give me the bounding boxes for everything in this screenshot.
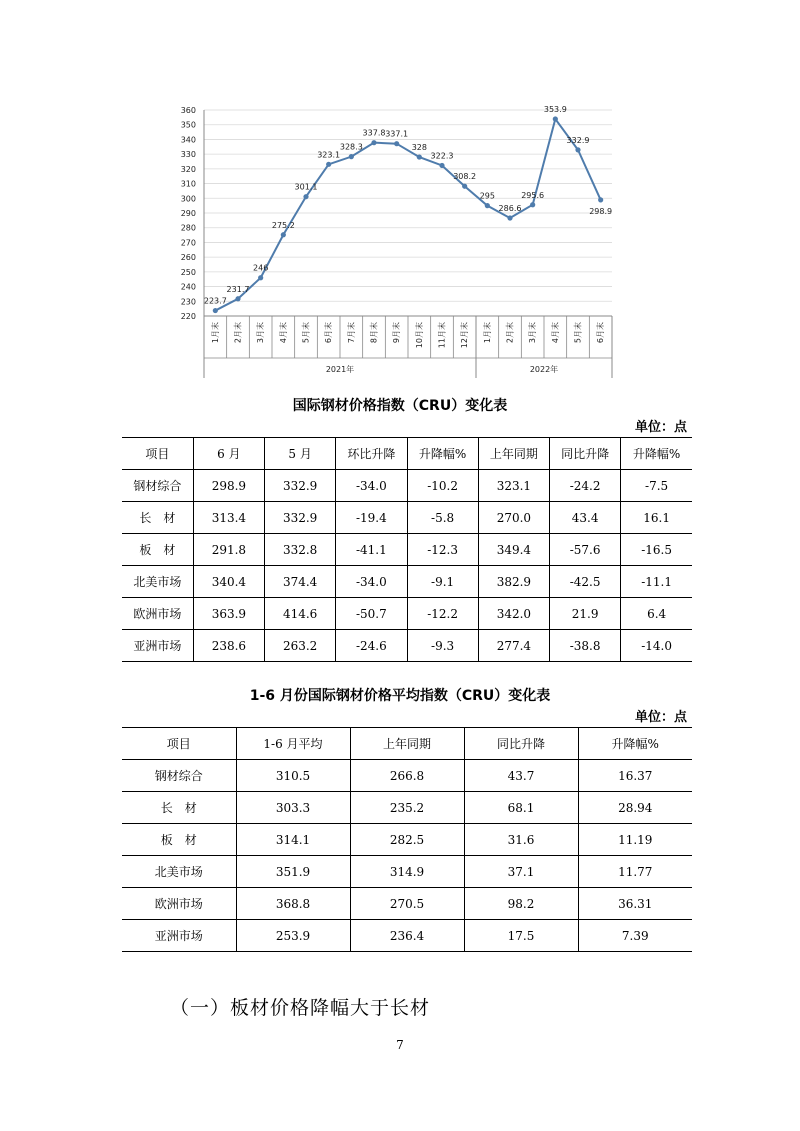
data-label: 308.2 bbox=[453, 172, 477, 182]
table-cell: -14.0 bbox=[621, 630, 692, 662]
y-tick-label: 330 bbox=[180, 150, 196, 160]
y-tick-label: 350 bbox=[180, 120, 196, 130]
table-cell: 板 材 bbox=[122, 534, 193, 566]
table-cell: 332.9 bbox=[265, 502, 336, 534]
column-header: 1-6 月平均 bbox=[236, 728, 350, 760]
line-chart bbox=[150, 100, 620, 380]
table-cell: 351.9 bbox=[236, 856, 350, 888]
data-point bbox=[530, 202, 535, 207]
table-row bbox=[122, 630, 692, 662]
table-cell: 303.3 bbox=[236, 792, 350, 824]
table-cell: 43.4 bbox=[550, 502, 621, 534]
column-header: 升降幅% bbox=[578, 728, 692, 760]
table-cell: -11.1 bbox=[621, 566, 692, 598]
data-label: 231.7 bbox=[226, 284, 250, 294]
x-tick-label: 3月末 bbox=[528, 322, 538, 344]
table-cell: -7.5 bbox=[621, 470, 692, 502]
table-cell: 235.2 bbox=[350, 792, 464, 824]
x-tick-label: 4月末 bbox=[550, 322, 560, 344]
table-cell: 238.6 bbox=[193, 630, 264, 662]
table-cell: 43.7 bbox=[464, 760, 578, 792]
data-point bbox=[485, 203, 490, 208]
table-cell: 16.37 bbox=[578, 760, 692, 792]
column-header: 同比升降 bbox=[464, 728, 578, 760]
y-tick-label: 240 bbox=[180, 282, 196, 292]
table-header-row bbox=[122, 438, 692, 470]
column-header: 6 月 bbox=[193, 438, 264, 470]
table-cell: -5.8 bbox=[407, 502, 478, 534]
table-row bbox=[122, 824, 692, 856]
column-header: 项目 bbox=[122, 438, 193, 470]
table-cell: 钢材综合 bbox=[122, 470, 193, 502]
data-point bbox=[371, 140, 376, 145]
data-label: 298.9 bbox=[589, 206, 613, 216]
data-label: 295 bbox=[479, 191, 495, 201]
y-tick-label: 220 bbox=[180, 312, 196, 321]
table-cell: 314.1 bbox=[236, 824, 350, 856]
table-cell: 37.1 bbox=[464, 856, 578, 888]
table-cell: 板 材 bbox=[122, 824, 236, 856]
data-point bbox=[439, 163, 444, 168]
data-point bbox=[575, 147, 580, 152]
data-point bbox=[326, 162, 331, 167]
table-cell: 332.8 bbox=[265, 534, 336, 566]
table-row bbox=[122, 856, 692, 888]
column-header: 项目 bbox=[122, 728, 236, 760]
table-cell: -12.3 bbox=[407, 534, 478, 566]
y-tick-label: 290 bbox=[180, 209, 196, 218]
x-tick-label: 7月末 bbox=[346, 322, 356, 344]
table-cell: 310.5 bbox=[236, 760, 350, 792]
table-cell: 11.77 bbox=[578, 856, 692, 888]
table-cell: 68.1 bbox=[464, 792, 578, 824]
data-label: 332.9 bbox=[566, 135, 590, 145]
x-tick-label: 6月末 bbox=[596, 322, 606, 344]
table-cell: 291.8 bbox=[193, 534, 264, 566]
table-cell: 28.94 bbox=[578, 792, 692, 824]
y-tick-label: 320 bbox=[180, 164, 196, 174]
table-cell: -50.7 bbox=[336, 598, 407, 630]
y-tick-label: 230 bbox=[180, 297, 196, 307]
data-point bbox=[553, 116, 558, 121]
table-cell: 北美市场 bbox=[122, 566, 193, 598]
table1-unit: 单位：点 bbox=[634, 420, 687, 435]
x-tick-label: 5月末 bbox=[301, 322, 311, 344]
table-cell: 31.6 bbox=[464, 824, 578, 856]
table-cell: 欧洲市场 bbox=[122, 598, 193, 630]
x-tick-label: 1月末 bbox=[210, 322, 220, 344]
x-tick-label: 9月末 bbox=[392, 322, 402, 344]
data-label: 295.6 bbox=[521, 190, 545, 200]
x-tick-label: 5月末 bbox=[573, 322, 583, 344]
y-tick-label: 260 bbox=[180, 253, 196, 263]
data-label: 328.3 bbox=[339, 142, 363, 152]
table-row bbox=[122, 760, 692, 792]
cru-monthly-table bbox=[122, 437, 692, 662]
table-cell: -9.3 bbox=[407, 630, 478, 662]
table-row bbox=[122, 792, 692, 824]
data-label: 328 bbox=[411, 143, 427, 153]
table-cell: -9.1 bbox=[407, 566, 478, 598]
table-cell: 钢材综合 bbox=[122, 760, 236, 792]
x-tick-label: 2月末 bbox=[505, 322, 515, 344]
column-header: 上年同期 bbox=[478, 438, 549, 470]
group-label: 2021年 bbox=[325, 365, 355, 374]
column-header: 同比升降 bbox=[550, 438, 621, 470]
y-tick-label: 300 bbox=[180, 194, 196, 204]
y-tick-label: 280 bbox=[180, 223, 196, 233]
data-point bbox=[258, 275, 263, 280]
table2-title: 1-6 月份国际钢材价格平均指数（CRU）变化表 bbox=[249, 688, 551, 704]
data-label: 337.1 bbox=[385, 129, 409, 139]
data-label: 275.2 bbox=[271, 220, 295, 230]
page-number: 7 bbox=[396, 1038, 404, 1052]
table-cell: 270.5 bbox=[350, 888, 464, 920]
table-row bbox=[122, 566, 692, 598]
x-tick-label: 8月末 bbox=[369, 322, 379, 344]
column-header: 升降幅% bbox=[621, 438, 692, 470]
data-point bbox=[462, 184, 467, 189]
table-cell: 6.4 bbox=[621, 598, 692, 630]
table-cell: 7.39 bbox=[578, 920, 692, 952]
x-tick-label: 4月末 bbox=[278, 322, 288, 344]
table-cell: 363.9 bbox=[193, 598, 264, 630]
table-cell: 11.19 bbox=[578, 824, 692, 856]
x-tick-label: 2月末 bbox=[233, 322, 243, 344]
y-tick-label: 270 bbox=[180, 238, 196, 248]
table-cell: -34.0 bbox=[336, 566, 407, 598]
data-point bbox=[303, 194, 308, 199]
data-point bbox=[507, 215, 512, 220]
table-cell: -10.2 bbox=[407, 470, 478, 502]
table-cell: 382.9 bbox=[478, 566, 549, 598]
data-point bbox=[394, 141, 399, 146]
table-header-row bbox=[122, 728, 692, 760]
data-label: 223.7 bbox=[203, 296, 227, 306]
table-row bbox=[122, 470, 692, 502]
table-cell: -41.1 bbox=[336, 534, 407, 566]
table-cell: -42.5 bbox=[550, 566, 621, 598]
table-cell: 亚洲市场 bbox=[122, 630, 193, 662]
table-cell: 长 材 bbox=[122, 502, 193, 534]
table-cell: 266.8 bbox=[350, 760, 464, 792]
table-row bbox=[122, 534, 692, 566]
data-label: 322.3 bbox=[430, 151, 454, 161]
table-cell: 313.4 bbox=[193, 502, 264, 534]
table-cell: 236.4 bbox=[350, 920, 464, 952]
table-cell: 314.9 bbox=[350, 856, 464, 888]
data-label: 337.8 bbox=[362, 128, 386, 138]
x-tick-label: 3月末 bbox=[256, 322, 266, 344]
table-cell: 270.0 bbox=[478, 502, 549, 534]
data-label: 246 bbox=[253, 263, 269, 273]
x-tick-label: 11月末 bbox=[437, 322, 447, 349]
table-cell: -57.6 bbox=[550, 534, 621, 566]
data-label: 353.9 bbox=[543, 104, 567, 114]
table1-title: 国际钢材价格指数（CRU）变化表 bbox=[292, 398, 508, 414]
x-tick-label: 10月末 bbox=[414, 322, 424, 349]
table-row bbox=[122, 598, 692, 630]
data-point bbox=[349, 154, 354, 159]
column-header: 5 月 bbox=[265, 438, 336, 470]
table-cell: 323.1 bbox=[478, 470, 549, 502]
table-row bbox=[122, 502, 692, 534]
table-cell: 332.9 bbox=[265, 470, 336, 502]
table-cell: -19.4 bbox=[336, 502, 407, 534]
x-tick-label: 1月末 bbox=[482, 322, 492, 344]
table-cell: 340.4 bbox=[193, 566, 264, 598]
data-point bbox=[598, 197, 603, 202]
y-tick-label: 340 bbox=[180, 135, 196, 145]
table-cell: 368.8 bbox=[236, 888, 350, 920]
y-tick-label: 360 bbox=[180, 106, 196, 115]
group-label: 2022年 bbox=[529, 365, 559, 374]
table-cell: -38.8 bbox=[550, 630, 621, 662]
series-line bbox=[215, 119, 600, 311]
table-cell: 北美市场 bbox=[122, 856, 236, 888]
table-cell: 298.9 bbox=[193, 470, 264, 502]
y-tick-label: 310 bbox=[180, 179, 196, 189]
data-label: 301.1 bbox=[294, 182, 318, 192]
table-cell: 亚洲市场 bbox=[122, 920, 236, 952]
table-cell: 374.4 bbox=[265, 566, 336, 598]
cru-average-table bbox=[122, 727, 692, 952]
table-cell: 欧洲市场 bbox=[122, 888, 236, 920]
table-cell: 342.0 bbox=[478, 598, 549, 630]
column-header: 环比升降 bbox=[336, 438, 407, 470]
x-tick-label: 12月末 bbox=[460, 322, 470, 349]
table-cell: 277.4 bbox=[478, 630, 549, 662]
table-cell: -24.2 bbox=[550, 470, 621, 502]
table-cell: 98.2 bbox=[464, 888, 578, 920]
table2-unit: 单位：点 bbox=[634, 710, 687, 725]
table-cell: 253.9 bbox=[236, 920, 350, 952]
data-label: 286.6 bbox=[498, 204, 522, 214]
data-point bbox=[235, 296, 240, 301]
column-header: 上年同期 bbox=[350, 728, 464, 760]
table-cell: -24.6 bbox=[336, 630, 407, 662]
table-cell: -12.2 bbox=[407, 598, 478, 630]
table-cell: 282.5 bbox=[350, 824, 464, 856]
data-point bbox=[281, 232, 286, 237]
data-point bbox=[213, 308, 218, 313]
table-cell: 36.31 bbox=[578, 888, 692, 920]
section-heading: （一）板材价格降幅大于长材 bbox=[170, 997, 431, 1019]
table-cell: 349.4 bbox=[478, 534, 549, 566]
y-tick-label: 250 bbox=[180, 267, 196, 277]
table-row bbox=[122, 888, 692, 920]
table-cell: 414.6 bbox=[265, 598, 336, 630]
data-label: 323.1 bbox=[317, 150, 341, 160]
table-cell: -16.5 bbox=[621, 534, 692, 566]
table-row bbox=[122, 920, 692, 952]
table-cell: 263.2 bbox=[265, 630, 336, 662]
x-tick-label: 6月末 bbox=[324, 322, 334, 344]
table-cell: 17.5 bbox=[464, 920, 578, 952]
column-header: 升降幅% bbox=[407, 438, 478, 470]
table-cell: 长 材 bbox=[122, 792, 236, 824]
table-cell: 21.9 bbox=[550, 598, 621, 630]
table-cell: -34.0 bbox=[336, 470, 407, 502]
data-point bbox=[417, 154, 422, 159]
table-cell: 16.1 bbox=[621, 502, 692, 534]
